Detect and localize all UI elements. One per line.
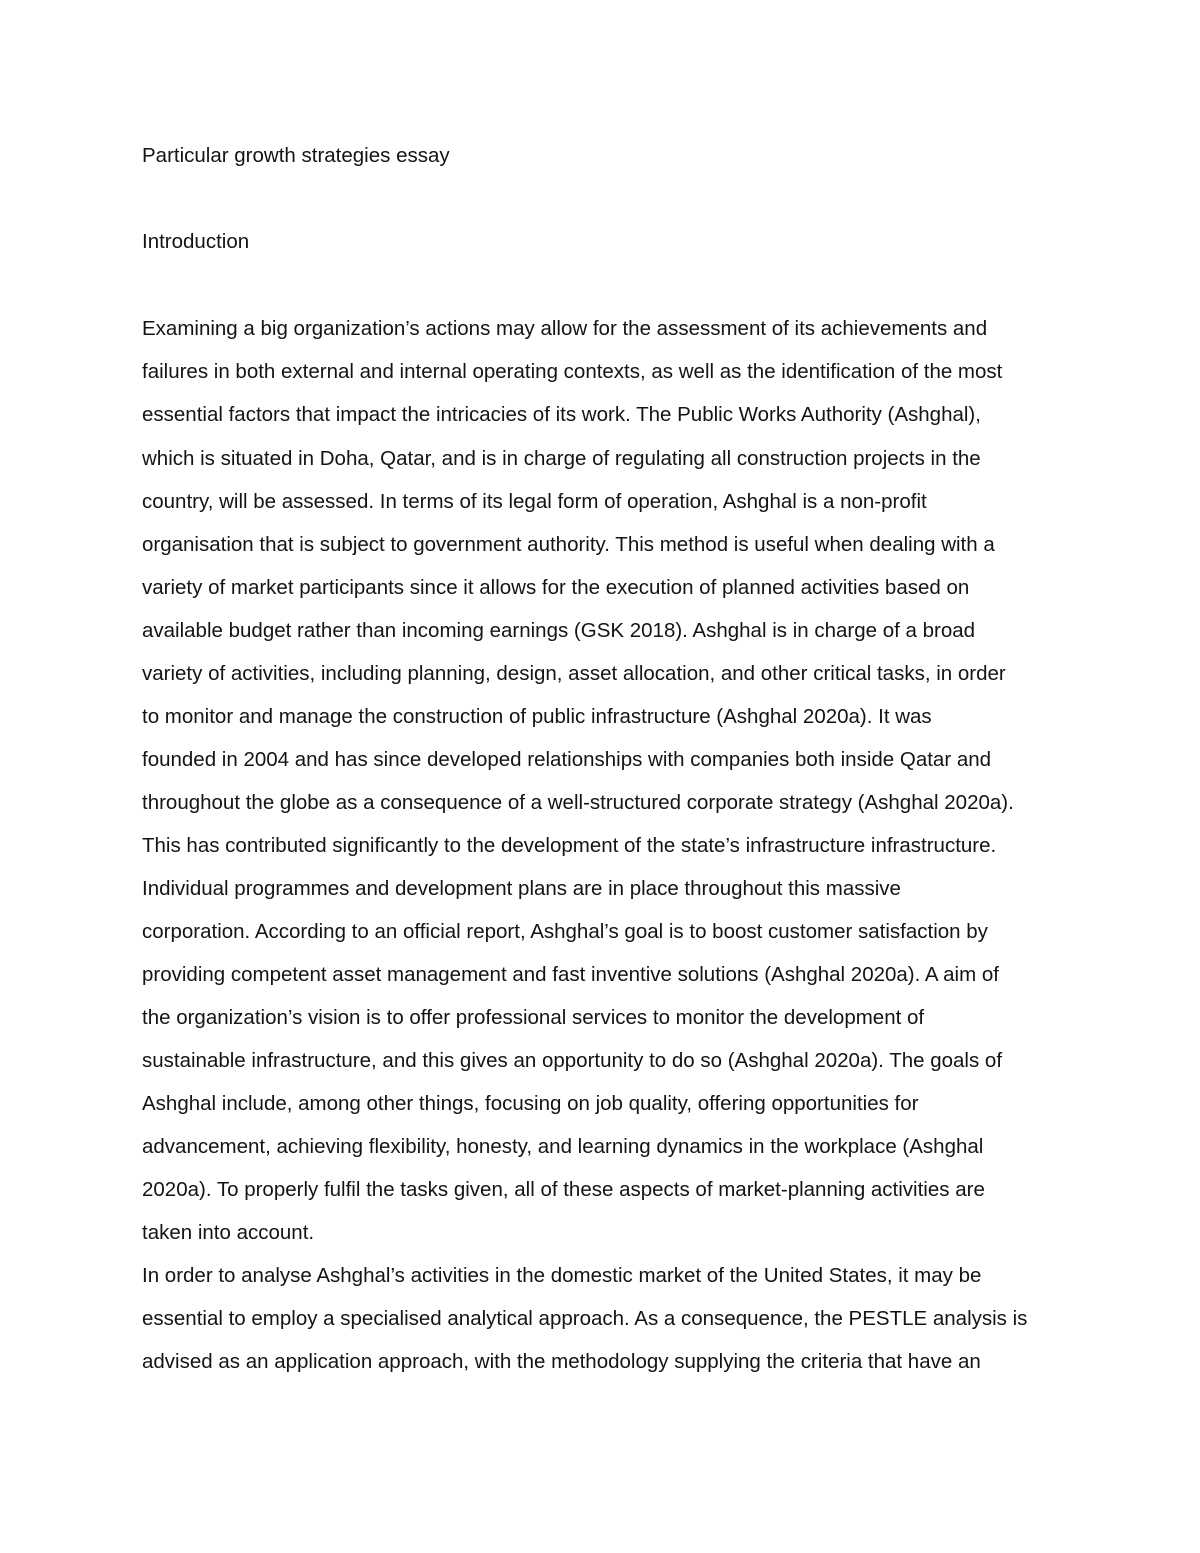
text-line: which is situated in Doha, Qatar, and is in charge of regulating all construction projects in the xyxy=(142,447,981,470)
text-line: essential factors that impact the intricacies of its work. The Public Works Authority (Ashghal), xyxy=(142,403,981,426)
document-title: Particular growth strategies essay xyxy=(142,144,450,167)
text-line: sustainable infrastructure, and this gives an opportunity to do so (Ashghal 2020a). The goals of xyxy=(142,1049,1003,1072)
text-line: Individual programmes and development plans are in place throughout this massive xyxy=(142,877,901,900)
text-line: Ashghal include, among other things, focusing on job quality, offering opportunities for xyxy=(142,1092,919,1115)
text-line: organisation that is subject to government authority. This method is useful when dealing with a xyxy=(142,533,995,556)
text-line: to monitor and manage the construction of public infrastructure (Ashghal 2020a). It was xyxy=(142,705,932,728)
text-line: failures in both external and internal operating contexts, as well as the identification of the most xyxy=(142,360,1003,383)
text-line: This has contributed significantly to the development of the state’s infrastructure infrastructure. xyxy=(142,834,997,857)
text-line: variety of activities, including planning, design, asset allocation, and other critical tasks, in order xyxy=(142,662,1006,685)
text-line: advised as an application approach, with the methodology supplying the criteria that have an xyxy=(142,1350,981,1373)
text-line: country, will be assessed. In terms of its legal form of operation, Ashghal is a non-profit xyxy=(142,490,927,513)
text-line: In order to analyse Ashghal’s activities in the domestic market of the United States, it may be xyxy=(142,1264,982,1287)
text-line: founded in 2004 and has since developed relationships with companies both inside Qatar and xyxy=(142,748,992,771)
text-line: available budget rather than incoming earnings (GSK 2018). Ashghal is in charge of a broad xyxy=(142,619,976,642)
text-line: taken into account. xyxy=(142,1221,315,1244)
text-line: providing competent asset management and fast inventive solutions (Ashghal 2020a). A aim of xyxy=(142,963,999,986)
text-line: corporation. According to an official report, Ashghal’s goal is to boost customer satisfaction by xyxy=(142,920,988,943)
text-line: variety of market participants since it allows for the execution of planned activities based on xyxy=(142,576,970,599)
text-line: advancement, achieving flexibility, honesty, and learning dynamics in the workplace (Ashghal xyxy=(142,1135,984,1158)
text-line: essential to employ a specialised analytical approach. As a consequence, the PESTLE analysis is xyxy=(142,1307,1028,1330)
section-heading: Introduction xyxy=(142,230,250,253)
text-line: throughout the globe as a consequence of a well-structured corporate strategy (Ashghal 2020a). xyxy=(142,791,1014,814)
text-line: 2020a). To properly fulfil the tasks given, all of these aspects of market-planning activities are xyxy=(142,1178,985,1201)
text-line: Examining a big organization’s actions may allow for the assessment of its achievements and xyxy=(142,317,988,340)
text-line: the organization’s vision is to offer professional services to monitor the development of xyxy=(142,1006,925,1029)
